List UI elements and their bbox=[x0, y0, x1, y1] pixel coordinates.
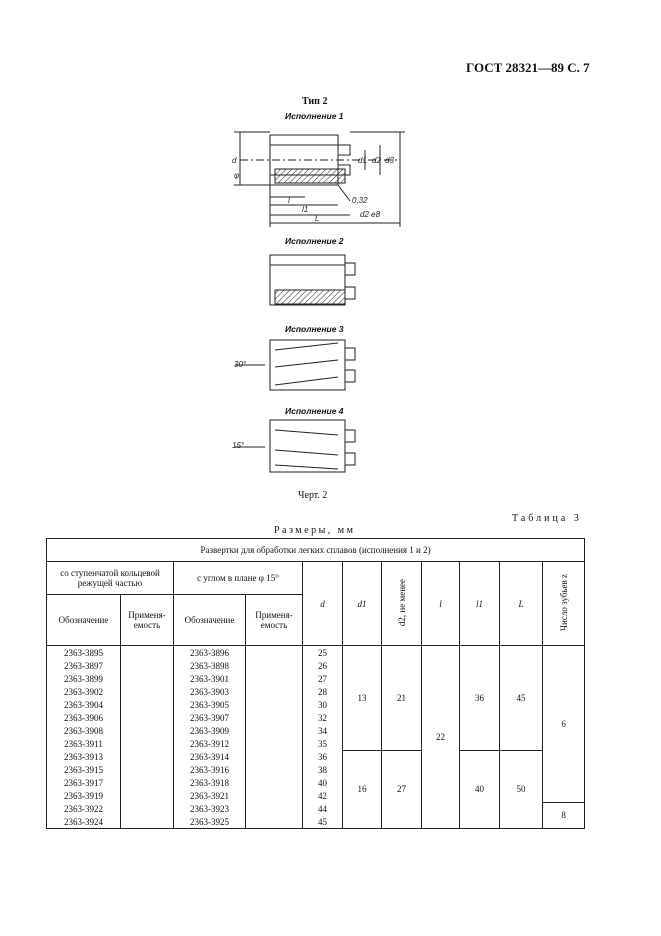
col-d1: d1 bbox=[343, 562, 382, 646]
d-cell: 27 bbox=[303, 672, 343, 685]
col-applicability-1: Применя- емость bbox=[121, 595, 174, 646]
z-cell: 8 bbox=[543, 802, 585, 829]
d-cell: 32 bbox=[303, 711, 343, 724]
designation-cell: 2363-3904 bbox=[47, 698, 121, 711]
dim-l-label: l bbox=[288, 196, 290, 205]
applicability-cell bbox=[121, 711, 174, 724]
L-cell: 50 bbox=[500, 750, 543, 829]
designation-cell: 2363-3911 bbox=[47, 737, 121, 750]
applicability-cell bbox=[246, 672, 303, 685]
dim-d-label: d bbox=[232, 156, 237, 165]
applicability-cell bbox=[246, 685, 303, 698]
applicability-cell bbox=[246, 802, 303, 815]
d-cell: 42 bbox=[303, 789, 343, 802]
col-L: L bbox=[500, 562, 543, 646]
units-label: Размеры, мм bbox=[274, 525, 356, 536]
section-hatch-1 bbox=[275, 169, 345, 183]
d-cell: 40 bbox=[303, 776, 343, 789]
designation-cell: 2363-3907 bbox=[174, 711, 246, 724]
applicability-cell bbox=[246, 646, 303, 660]
designation-cell: 2363-3923 bbox=[174, 802, 246, 815]
variant-2-label: Исполнение 2 bbox=[285, 236, 344, 246]
designation-cell: 2363-3897 bbox=[47, 659, 121, 672]
tolerance-label: d2 e8 bbox=[360, 210, 381, 219]
col-l1: l1 bbox=[460, 562, 500, 646]
designation-cell: 2363-3919 bbox=[47, 789, 121, 802]
designation-cell: 2363-3914 bbox=[174, 750, 246, 763]
dim-d1-label: d1 bbox=[358, 156, 367, 165]
designation-cell: 2363-3896 bbox=[174, 646, 246, 660]
dim-l1-label: l1 bbox=[302, 205, 309, 214]
col-d2: d2, не менее bbox=[382, 562, 422, 646]
designation-cell: 2363-3903 bbox=[174, 685, 246, 698]
designation-cell: 2363-3915 bbox=[47, 763, 121, 776]
designation-cell: 2363-3906 bbox=[47, 711, 121, 724]
figure-caption: Черт. 2 bbox=[298, 490, 328, 501]
applicability-cell bbox=[246, 750, 303, 763]
d-cell: 44 bbox=[303, 802, 343, 815]
dim-d3-label: d3 bbox=[385, 156, 394, 165]
applicability-cell bbox=[121, 685, 174, 698]
designation-cell: 2363-3918 bbox=[174, 776, 246, 789]
col-d: d bbox=[303, 562, 343, 646]
applicability-cell bbox=[121, 659, 174, 672]
group1-header: со ступенчатой кольцевой режущей частью bbox=[47, 562, 174, 595]
dim-L-label: L bbox=[315, 214, 320, 223]
designation-cell: 2363-3901 bbox=[174, 672, 246, 685]
designation-cell: 2363-3898 bbox=[174, 659, 246, 672]
d-cell: 35 bbox=[303, 737, 343, 750]
designation-cell: 2363-3909 bbox=[174, 724, 246, 737]
d2-cell: 21 bbox=[382, 646, 422, 751]
applicability-cell bbox=[246, 711, 303, 724]
d1-cell: 16 bbox=[343, 750, 382, 829]
d-cell: 38 bbox=[303, 763, 343, 776]
applicability-cell bbox=[121, 776, 174, 789]
applicability-cell bbox=[121, 802, 174, 815]
applicability-cell bbox=[246, 724, 303, 737]
designation-cell: 2363-3913 bbox=[47, 750, 121, 763]
applicability-cell bbox=[246, 815, 303, 829]
designation-cell: 2363-3895 bbox=[47, 646, 121, 660]
designation-cell: 2363-3924 bbox=[47, 815, 121, 829]
applicability-cell bbox=[121, 672, 174, 685]
angle-30-label: 30° bbox=[234, 360, 247, 369]
designation-cell: 2363-3912 bbox=[174, 737, 246, 750]
group2-header: с углом в плане φ 15° bbox=[174, 562, 303, 595]
d1-cell: 13 bbox=[343, 646, 382, 751]
designation-cell: 2363-3922 bbox=[47, 802, 121, 815]
applicability-cell bbox=[121, 737, 174, 750]
designation-cell: 2363-3905 bbox=[174, 698, 246, 711]
table-label: Таблица 3 bbox=[512, 513, 582, 524]
designation-cell: 2363-3917 bbox=[47, 776, 121, 789]
z-cell: 6 bbox=[543, 646, 585, 803]
applicability-cell bbox=[121, 646, 174, 660]
variant-3-label: Исполнение 3 bbox=[285, 324, 344, 334]
designation-cell: 2363-3908 bbox=[47, 724, 121, 737]
applicability-cell bbox=[246, 789, 303, 802]
applicability-cell bbox=[246, 763, 303, 776]
dim-phi-label: φ bbox=[234, 171, 240, 180]
variant-4-label: Исполнение 4 bbox=[285, 406, 344, 416]
table-row bbox=[47, 646, 585, 660]
applicability-cell bbox=[121, 789, 174, 802]
applicability-cell bbox=[121, 750, 174, 763]
table-row bbox=[47, 750, 585, 763]
d-cell: 30 bbox=[303, 698, 343, 711]
col-applicability-2: Применя- емость bbox=[246, 595, 303, 646]
applicability-cell bbox=[121, 815, 174, 829]
technical-drawing bbox=[220, 105, 410, 490]
applicability-cell bbox=[246, 776, 303, 789]
designation-cell: 2363-3921 bbox=[174, 789, 246, 802]
designation-cell: 2363-3899 bbox=[47, 672, 121, 685]
roughness-label: 0,32 bbox=[352, 196, 368, 205]
angle-15-label: 15° bbox=[232, 441, 245, 450]
applicability-cell bbox=[246, 698, 303, 711]
d-cell: 28 bbox=[303, 685, 343, 698]
d-cell: 36 bbox=[303, 750, 343, 763]
designation-cell: 2363-3925 bbox=[174, 815, 246, 829]
designation-cell: 2363-3902 bbox=[47, 685, 121, 698]
applicability-cell bbox=[121, 724, 174, 737]
l-cell: 22 bbox=[422, 646, 460, 829]
l1-cell: 40 bbox=[460, 750, 500, 829]
table-title: Развертки для обработки легких сплавов (исполнения 1 и 2) bbox=[47, 539, 585, 562]
d-cell: 26 bbox=[303, 659, 343, 672]
d-cell: 45 bbox=[303, 815, 343, 829]
l1-cell: 36 bbox=[460, 646, 500, 751]
page-header: ГОСТ 28321—89 С. 7 bbox=[466, 60, 590, 75]
col-designation-1: Обозначение bbox=[47, 595, 121, 646]
applicability-cell bbox=[246, 659, 303, 672]
d-cell: 34 bbox=[303, 724, 343, 737]
col-z: Число зубьев z bbox=[543, 562, 585, 646]
d-cell: 25 bbox=[303, 646, 343, 660]
variant-1-label: Исполнение 1 bbox=[285, 111, 344, 121]
col-l: l bbox=[422, 562, 460, 646]
applicability-cell bbox=[121, 698, 174, 711]
type-label: Тип 2 bbox=[302, 96, 328, 107]
d2-cell: 27 bbox=[382, 750, 422, 829]
designation-cell: 2363-3916 bbox=[174, 763, 246, 776]
col-designation-2: Обозначение bbox=[174, 595, 246, 646]
L-cell: 45 bbox=[500, 646, 543, 751]
applicability-cell bbox=[246, 737, 303, 750]
reamer-table bbox=[46, 538, 585, 829]
applicability-cell bbox=[121, 763, 174, 776]
dim-d2-label: d2 bbox=[372, 156, 381, 165]
